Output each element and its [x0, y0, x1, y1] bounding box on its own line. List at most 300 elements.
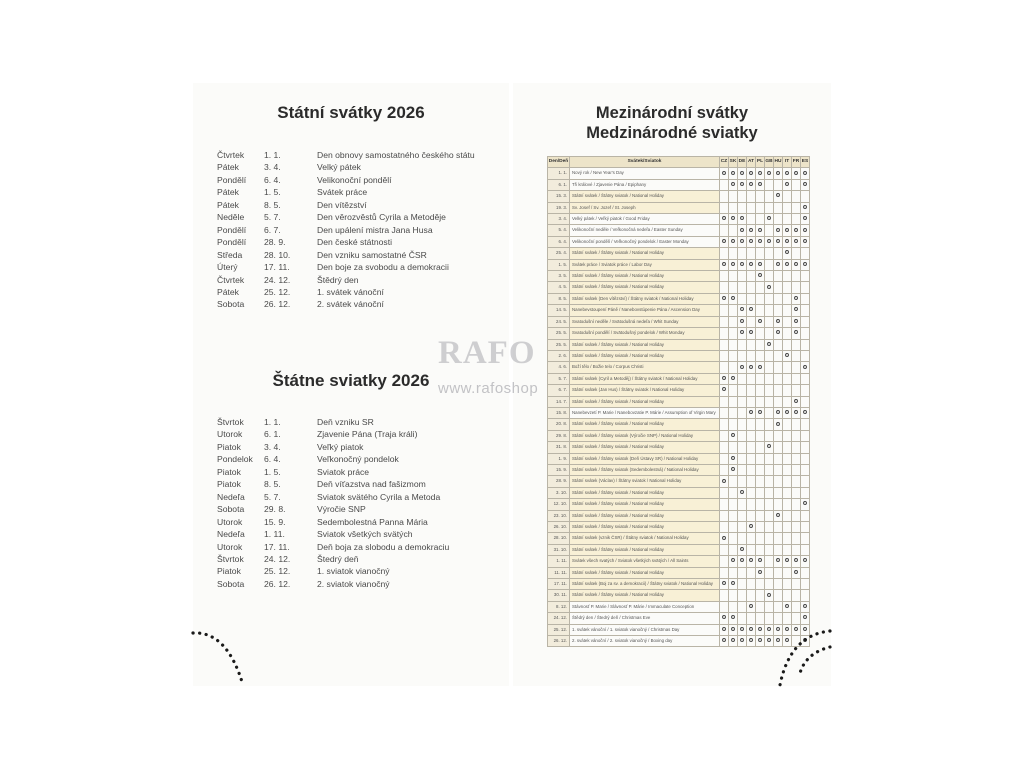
mark-pl — [756, 202, 765, 213]
row-date: 6. 7. — [548, 385, 570, 396]
holiday-day: Nedeľa — [217, 529, 245, 540]
holiday-date: 29. 8. — [264, 504, 286, 515]
mark-hu: o — [774, 168, 783, 179]
row-holiday-name: Státní svátek / Štátny sviatok / National Holiday — [570, 396, 720, 407]
table-row — [548, 328, 810, 339]
mark-it — [783, 499, 792, 510]
mark-it — [783, 430, 792, 441]
mark-fr — [792, 544, 801, 555]
holiday-day: Piatok — [217, 479, 241, 490]
mark-de — [738, 533, 747, 544]
mark-it: o — [783, 624, 792, 635]
mark-it — [783, 453, 792, 464]
table-row — [548, 259, 810, 270]
holiday-day: Čtvrtek — [217, 150, 245, 160]
mark-sk — [729, 510, 738, 521]
row-holiday-name: Státní svátek / Štátny sviatok / National Holiday — [570, 191, 720, 202]
holiday-day: Čtvrtek — [217, 274, 245, 285]
mark-fr — [792, 442, 801, 453]
mark-de: o — [738, 556, 747, 567]
mark-sk — [729, 202, 738, 213]
header-country-pl: PL — [756, 157, 765, 168]
mark-at — [747, 202, 756, 213]
row-holiday-name: Stávnosť P. Marie / Slávnosť P. Márie / Immaculate Conception — [570, 601, 720, 612]
mark-fr: o — [792, 328, 801, 339]
mark-it: o — [783, 350, 792, 361]
mark-at — [747, 544, 756, 555]
mark-at — [747, 339, 756, 350]
holiday-day: Středa — [217, 249, 243, 260]
mark-sk — [729, 567, 738, 578]
row-date: 31. 10. — [548, 544, 570, 555]
sk-holiday-list — [217, 416, 449, 590]
mark-gb — [765, 373, 774, 384]
mark-es — [801, 442, 810, 453]
mark-sk — [729, 522, 738, 533]
mark-de — [738, 499, 747, 510]
header-country-de: DE — [738, 157, 747, 168]
mark-hu — [774, 362, 783, 373]
mark-it — [783, 214, 792, 225]
mark-es — [801, 396, 810, 407]
mark-sk: o — [729, 214, 738, 225]
mark-gb — [765, 328, 774, 339]
mark-sk: o — [729, 168, 738, 179]
mark-sk: o — [729, 556, 738, 567]
mark-it — [783, 202, 792, 213]
holiday-day: Pátek — [217, 199, 239, 210]
mark-fr — [792, 202, 801, 213]
mark-at — [747, 248, 756, 259]
row-date: 3. 5. — [548, 271, 570, 282]
mark-at — [747, 533, 756, 544]
mark-fr — [792, 362, 801, 373]
holiday-date: 6. 4. — [264, 454, 281, 465]
row-holiday-name: Státní svátek / Štátny sviatok / National Holiday — [570, 510, 720, 521]
mark-at — [747, 579, 756, 590]
row-holiday-name: Nanebevzetí P. Marie / Nanebovzatie P. Márie / Assumption of Virgin Mary — [570, 407, 720, 418]
holiday-name: Den upálení mistra Jana Husa — [317, 224, 433, 235]
mark-pl — [756, 282, 765, 293]
mark-cz — [720, 430, 729, 441]
mark-at — [747, 419, 756, 430]
mark-it: o — [783, 179, 792, 190]
mark-es — [801, 590, 810, 601]
table-row — [548, 271, 810, 282]
holiday-row — [217, 236, 475, 248]
mark-sk — [729, 362, 738, 373]
holiday-day: Pondělí — [217, 174, 247, 185]
mark-at — [747, 271, 756, 282]
row-holiday-name: Svátek práce / Sviatok práce / Labor Day — [570, 259, 720, 270]
holiday-name: Sviatok práce — [317, 466, 370, 477]
mark-de — [738, 350, 747, 361]
mark-cz — [720, 362, 729, 373]
row-date: 1. 1. — [548, 168, 570, 179]
mark-es: o — [801, 179, 810, 190]
row-date: 14. 5. — [548, 305, 570, 316]
mark-it — [783, 396, 792, 407]
mark-at: o — [747, 636, 756, 647]
mark-es — [801, 293, 810, 304]
mark-fr — [792, 350, 801, 361]
holiday-day: Piatok — [217, 466, 241, 477]
mark-hu — [774, 476, 783, 487]
mark-pl — [756, 499, 765, 510]
mark-fr — [792, 385, 801, 396]
mark-it — [783, 613, 792, 624]
mark-es: o — [801, 613, 810, 624]
mark-fr — [792, 430, 801, 441]
header-holiday: Svátek/Sviatok — [570, 157, 720, 168]
mark-it — [783, 522, 792, 533]
row-holiday-name: Státní svátek (vznik ČSR) / Štátny sviatok / National Holiday — [570, 533, 720, 544]
mark-de: o — [738, 236, 747, 247]
mark-at — [747, 191, 756, 202]
watermark-logo — [438, 335, 536, 372]
holiday-row — [217, 149, 475, 161]
table-row — [548, 499, 810, 510]
title-line-sk: Medzinárodné sviatky — [586, 124, 758, 142]
mark-es — [801, 350, 810, 361]
table-row — [548, 533, 810, 544]
mark-es — [801, 430, 810, 441]
mark-pl — [756, 601, 765, 612]
mark-at: o — [747, 179, 756, 190]
holiday-day: Sobota — [217, 578, 245, 589]
mark-fr — [792, 464, 801, 475]
mark-cz: o — [720, 385, 729, 396]
mark-es: o — [801, 407, 810, 418]
mark-hu: o — [774, 191, 783, 202]
mark-hu: o — [774, 259, 783, 270]
mark-hu: o — [774, 225, 783, 236]
mark-de: o — [738, 259, 747, 270]
mark-pl: o — [756, 636, 765, 647]
mark-pl — [756, 464, 765, 475]
mark-pl — [756, 430, 765, 441]
mark-es — [801, 522, 810, 533]
mark-sk: o — [729, 613, 738, 624]
holiday-date: 8. 5. — [264, 479, 281, 490]
mark-pl — [756, 533, 765, 544]
row-date: 4. 6. — [548, 362, 570, 373]
holiday-date: 17. 11. — [264, 541, 290, 552]
mark-at — [747, 385, 756, 396]
mark-hu: o — [774, 328, 783, 339]
table-row — [548, 293, 810, 304]
holiday-day: Piatok — [217, 441, 241, 452]
header-country-es: ES — [801, 157, 810, 168]
holiday-row — [217, 565, 449, 577]
mark-de — [738, 430, 747, 441]
mark-es — [801, 282, 810, 293]
mark-gb: o — [765, 624, 774, 635]
mark-it: o — [783, 248, 792, 259]
mark-cz — [720, 202, 729, 213]
holiday-row — [217, 211, 475, 223]
mark-sk: o — [729, 579, 738, 590]
mark-cz — [720, 328, 729, 339]
row-date: 25. 5. — [548, 339, 570, 350]
holiday-day: Piatok — [217, 566, 241, 577]
holiday-name: 2. svátek vánoční — [317, 299, 384, 310]
mark-es — [801, 271, 810, 282]
mark-at: o — [747, 556, 756, 567]
mark-pl: o — [756, 236, 765, 247]
mark-sk — [729, 271, 738, 282]
holiday-day: Neděle — [217, 212, 245, 223]
mark-es — [801, 544, 810, 555]
mark-it — [783, 191, 792, 202]
mark-at — [747, 613, 756, 624]
holiday-name: Štedrý deň — [317, 553, 359, 564]
holiday-day: Pátek — [217, 187, 239, 198]
mark-fr: o — [792, 259, 801, 270]
mark-cz — [720, 282, 729, 293]
table-row — [548, 487, 810, 498]
mark-hu — [774, 305, 783, 316]
mark-fr: o — [792, 225, 801, 236]
title-line-cz: Mezinárodní svátky — [595, 104, 749, 122]
mark-gb — [765, 544, 774, 555]
holiday-name: Deň boja za slobodu a demokraciu — [317, 541, 450, 552]
mark-es — [801, 567, 810, 578]
holiday-day: Úterý — [217, 262, 238, 273]
mark-cz: o — [720, 533, 729, 544]
row-date: 24. 12. — [548, 613, 570, 624]
row-date: 26. 12. — [548, 636, 570, 647]
holiday-day: Pátek — [217, 162, 239, 173]
mark-fr — [792, 601, 801, 612]
mark-de — [738, 464, 747, 475]
holiday-date: 17. 11. — [264, 262, 290, 273]
mark-hu — [774, 350, 783, 361]
mark-gb — [765, 556, 774, 567]
row-date: 26. 10. — [548, 522, 570, 533]
holiday-date: 1. 5. — [264, 187, 281, 198]
mark-at — [747, 373, 756, 384]
dotted-arc-decoration-right — [770, 625, 832, 687]
holiday-date: 1. 1. — [264, 150, 281, 160]
mark-pl: o — [756, 624, 765, 635]
table-row — [548, 453, 810, 464]
mark-de — [738, 339, 747, 350]
mark-hu — [774, 214, 783, 225]
mark-de — [738, 419, 747, 430]
mark-at — [747, 476, 756, 487]
mark-at: o — [747, 624, 756, 635]
holiday-name: Sviatok svätého Cyrila a Metoda — [317, 491, 441, 502]
row-holiday-name: Sv. Josef / Sv. Jozef / St. Joseph — [570, 202, 720, 213]
row-date: 24. 5. — [548, 316, 570, 327]
mark-de — [738, 202, 747, 213]
mark-it: o — [783, 259, 792, 270]
table-row — [548, 522, 810, 533]
row-date: 15. 9. — [548, 464, 570, 475]
mark-it — [783, 362, 792, 373]
mark-cz: o — [720, 636, 729, 647]
mark-gb — [765, 385, 774, 396]
dotted-arc-decoration-left — [193, 625, 253, 687]
holiday-row — [217, 441, 449, 453]
holiday-row — [217, 249, 475, 261]
row-date: 3. 10. — [548, 487, 570, 498]
mark-at — [747, 316, 756, 327]
mark-de — [738, 579, 747, 590]
mark-pl: o — [756, 567, 765, 578]
holiday-name: 1. sviatok vianočný — [317, 566, 390, 577]
row-holiday-name: Svatodušní neděle / Svätodušná nedeľa / Whit Sunday — [570, 316, 720, 327]
table-row — [548, 316, 810, 327]
mark-fr: o — [792, 556, 801, 567]
holiday-date: 26. 12. — [264, 299, 291, 310]
mark-hu: o — [774, 407, 783, 418]
holiday-name: Veľký piatok — [317, 441, 364, 452]
mark-de — [738, 522, 747, 533]
mark-it: o — [783, 407, 792, 418]
mark-pl — [756, 339, 765, 350]
holiday-name: 1. svátek vánoční — [317, 286, 384, 297]
mark-pl — [756, 350, 765, 361]
mark-fr: o — [792, 316, 801, 327]
row-date: 31. 8. — [548, 442, 570, 453]
mark-cz: o — [720, 259, 729, 270]
header-country-gb: GB — [765, 157, 774, 168]
mark-hu: o — [774, 556, 783, 567]
mark-de: o — [738, 168, 747, 179]
mark-hu: o — [774, 236, 783, 247]
row-holiday-name: Státní svátek / Štátny sviatok / National Holiday — [570, 282, 720, 293]
mark-it — [783, 590, 792, 601]
mark-de — [738, 396, 747, 407]
mark-es — [801, 464, 810, 475]
holiday-date: 1. 5. — [264, 466, 281, 477]
row-date: 17. 11. — [548, 579, 570, 590]
header-country-hu: HU — [774, 157, 783, 168]
table-row — [548, 579, 810, 590]
mark-de: o — [738, 487, 747, 498]
holiday-name: 2. sviatok vianočný — [317, 578, 390, 589]
mark-pl — [756, 522, 765, 533]
holiday-row — [217, 516, 449, 528]
holiday-day: Štvrtok — [217, 553, 244, 564]
holiday-date: 25. 12. — [264, 566, 291, 577]
mark-fr — [792, 476, 801, 487]
mark-hu — [774, 202, 783, 213]
mark-gb: o — [765, 636, 774, 647]
row-date: 2. 6. — [548, 350, 570, 361]
mark-at — [747, 590, 756, 601]
international-holidays-title — [513, 103, 831, 143]
row-date: 11. 11. — [548, 567, 570, 578]
mark-pl — [756, 373, 765, 384]
mark-sk: o — [729, 259, 738, 270]
mark-es — [801, 373, 810, 384]
mark-de: o — [738, 305, 747, 316]
mark-gb — [765, 350, 774, 361]
holiday-date: 3. 4. — [264, 441, 281, 452]
mark-sk — [729, 248, 738, 259]
mark-hu — [774, 339, 783, 350]
table-header-row — [548, 157, 810, 168]
mark-de — [738, 385, 747, 396]
mark-cz — [720, 464, 729, 475]
mark-fr — [792, 282, 801, 293]
mark-at — [747, 214, 756, 225]
mark-gb: o — [765, 282, 774, 293]
row-date: 29. 8. — [548, 430, 570, 441]
mark-pl — [756, 453, 765, 464]
row-date: 6. 1. — [548, 179, 570, 190]
mark-hu — [774, 487, 783, 498]
mark-gb — [765, 567, 774, 578]
mark-at — [747, 430, 756, 441]
mark-fr: o — [792, 396, 801, 407]
holiday-date: 1. 11. — [264, 529, 285, 540]
holiday-row — [217, 503, 449, 515]
mark-hu — [774, 613, 783, 624]
mark-it — [783, 385, 792, 396]
mark-es — [801, 579, 810, 590]
mark-cz — [720, 567, 729, 578]
mark-cz — [720, 350, 729, 361]
mark-it — [783, 567, 792, 578]
mark-it — [783, 316, 792, 327]
holiday-name: Deň vzniku SR — [317, 417, 374, 427]
cz-holiday-list — [217, 149, 475, 311]
mark-gb — [765, 522, 774, 533]
row-holiday-name: Státní svátek (Den vítězství) / Štátny sviatok / National Holiday — [570, 293, 720, 304]
mark-gb: o — [765, 214, 774, 225]
holiday-row — [217, 298, 475, 310]
row-holiday-name: 2. svátek vánoční / 2. sviatok vianočný / Boxing day — [570, 636, 720, 647]
mark-de — [738, 407, 747, 418]
mark-es: o — [801, 636, 810, 647]
mark-fr — [792, 271, 801, 282]
mark-sk — [729, 476, 738, 487]
mark-at — [747, 350, 756, 361]
row-holiday-name: Státní svátek / Štátny sviatok / National Holiday — [570, 544, 720, 555]
holiday-row — [217, 174, 475, 186]
mark-es: o — [801, 362, 810, 373]
table-row — [548, 236, 810, 247]
table-row — [548, 350, 810, 361]
row-date: 30. 11. — [548, 590, 570, 601]
table-row — [548, 464, 810, 475]
mark-es: o — [801, 202, 810, 213]
mark-fr — [792, 419, 801, 430]
mark-it — [783, 533, 792, 544]
mark-cz: o — [720, 613, 729, 624]
header-country-sk: SK — [729, 157, 738, 168]
mark-it: o — [783, 225, 792, 236]
mark-fr: o — [792, 624, 801, 635]
table-row — [548, 168, 810, 179]
mark-hu: o — [774, 636, 783, 647]
table-row — [548, 590, 810, 601]
mark-es: o — [801, 601, 810, 612]
mark-fr — [792, 214, 801, 225]
mark-cz — [720, 396, 729, 407]
mark-cz: o — [720, 624, 729, 635]
mark-pl — [756, 590, 765, 601]
table-row — [548, 202, 810, 213]
mark-at — [747, 293, 756, 304]
mark-fr: o — [792, 567, 801, 578]
row-holiday-name: Svatodušní pondělí / Svätodušný pondelok / Whit Monday — [570, 328, 720, 339]
row-holiday-name: Svátek všech svatých / Sviatok všetkých svätých / All Saints — [570, 556, 720, 567]
